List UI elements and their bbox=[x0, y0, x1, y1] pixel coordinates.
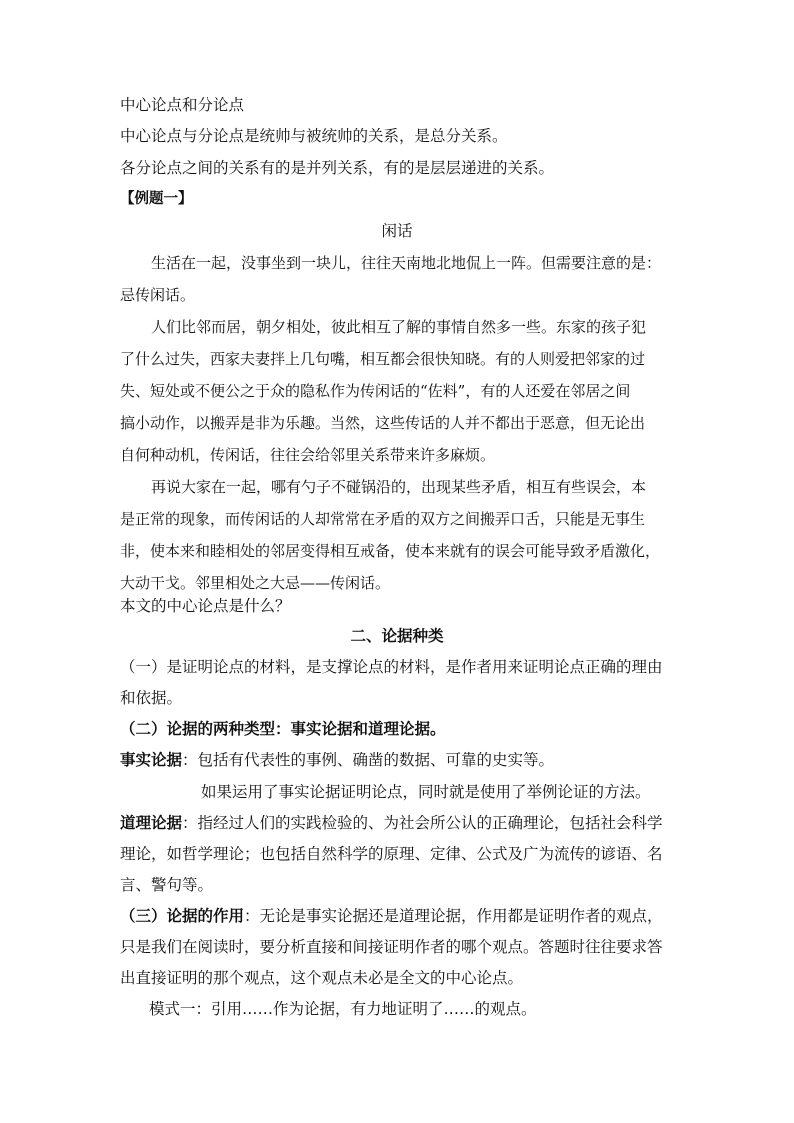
reason-evidence-text: ：指经过人们的实践检验的、为社会所公认的正确理论，包括社会科学 bbox=[182, 814, 663, 832]
section-heading: 二、论据种类 bbox=[350, 627, 444, 645]
essay-line: 生活在一起，没事坐到一块儿，往往天南地北地侃上一阵。但需要注意的是： bbox=[151, 254, 662, 272]
fact-evidence-text: ：包括有代表性的事例、确凿的数据、可靠的史实等。 bbox=[182, 751, 555, 769]
paragraph-line: 理论，如哲学理论；也包括自然科学的原理、定律、公式及广为流传的谚语、名 bbox=[120, 845, 663, 863]
example-label: 【例题一】 bbox=[120, 191, 193, 207]
paragraph-line: 如果运用了事实论据证明论点，同时就是使用了举例论证的方法。 bbox=[201, 783, 651, 801]
evidence-role-line bbox=[120, 906, 663, 926]
essay-line: 人们比邻而居，朝夕相处，彼此相互了解的事情自然多一些。东家的孩子犯 bbox=[151, 318, 647, 336]
paragraph-line: 只是我们在阅读时，要分析直接和间接证明作者的哪个观点。答题时往往要求答 bbox=[120, 938, 663, 956]
paragraph-line: 各分论点之间的关系有的是并列关系，有的是层层递进的关系。 bbox=[120, 159, 555, 177]
fact-evidence-line bbox=[120, 750, 554, 770]
essay-line: 自何种动机，传闲话，往往会给邻里关系带来许多麻烦。 bbox=[120, 446, 496, 464]
essay-line: 再说大家在一起，哪有勺子不碰锅沿的，出现某些矛盾，相互有些误会，本 bbox=[151, 478, 647, 496]
essay-line: 大动干戈。邻里相处之大忌——传闲话。 bbox=[120, 574, 391, 592]
paragraph-line: 言、警句等。 bbox=[120, 876, 214, 894]
essay-line: 忌传闲话。 bbox=[120, 286, 196, 304]
fact-evidence-label: 事实论据 bbox=[120, 751, 183, 769]
paragraph-line: 出直接证明的那个观点，这个观点未必是全文的中心论点。 bbox=[120, 969, 524, 987]
essay-line: 是正常的现象，而传闲话的人却常常在矛盾的双方之间搬弄口舌，只能是无事生 bbox=[120, 510, 646, 528]
reason-evidence-label: 道理论据 bbox=[120, 814, 183, 832]
answer-pattern: 模式一：引用……作为论据，有力地证明了……的观点。 bbox=[149, 1000, 537, 1018]
question-text: 本文的中心论点是什么？ bbox=[120, 597, 291, 615]
essay-line: 失、短处或不便公之于众的隐私作为传闲话的“佐料”，有的人还爱在邻居之间 bbox=[120, 382, 631, 400]
evidence-role-label: （三）论据的作用 bbox=[120, 907, 245, 925]
evidence-role-text: ：无论是事实论据还是道理论据，作用都是证明作者的观点， bbox=[244, 907, 663, 925]
section-title-central-argument: 中心论点和分论点 bbox=[120, 96, 245, 114]
essay-line: 了什么过失，西家夫妻拌上几句嘴，相互都会很快知晓。有的人则爱把邻家的过 bbox=[120, 350, 646, 368]
paragraph-line: 中心论点与分论点是统帅与被统帅的关系，是总分关系。 bbox=[120, 127, 508, 145]
paragraph-line: 和依据。 bbox=[120, 689, 183, 707]
paragraph-line: （一）是证明论点的材料，是支撑论点的材料，是作者用来证明论点正确的理由 bbox=[120, 658, 663, 676]
essay-line: 搞小动作，以搬弄是非为乐趣。当然，这些传话的人并不都出于恶意，但无论出 bbox=[120, 414, 646, 432]
essay-line: 非，使本来和睦相处的邻居变得相互戒备，使本来就有的误会可能导致矛盾激化， bbox=[120, 542, 661, 560]
essay-title: 闲话 bbox=[381, 222, 413, 240]
subsection-heading: （二）论据的两种类型：事实论据和道理论据。 bbox=[120, 720, 446, 738]
reason-evidence-line bbox=[120, 813, 663, 833]
